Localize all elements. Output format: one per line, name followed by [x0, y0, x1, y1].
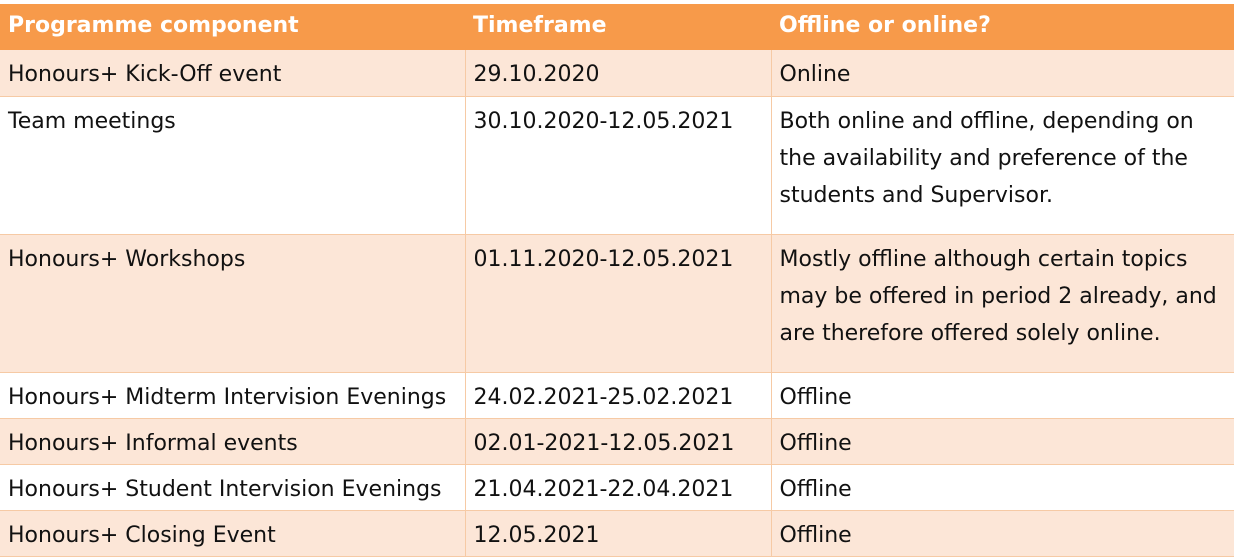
cell-component: Honours+ Student Intervision Evenings: [0, 464, 465, 510]
cell-mode: Offline: [771, 418, 1234, 464]
header-offline-or-online: Offline or online?: [771, 4, 1234, 50]
cell-component: Honours+ Workshops: [0, 234, 465, 372]
table-row: [0, 96, 1234, 234]
cell-mode: Online: [771, 50, 1234, 96]
cell-component: Honours+ Informal events: [0, 418, 465, 464]
cell-mode: Offline: [771, 464, 1234, 510]
cell-component: Honours+ Kick-Off event: [0, 50, 465, 96]
table-row: [0, 418, 1234, 464]
cell-component: Honours+ Midterm Intervision Evenings: [0, 372, 465, 418]
cell-timeframe: 21.04.2021-22.04.2021: [465, 464, 771, 510]
cell-mode: Both online and offline, depending on the availability and preference of the students and Supervisor.: [771, 96, 1234, 234]
table-row: [0, 510, 1234, 556]
cell-component: Honours+ Closing Event: [0, 510, 465, 556]
programme-table: [0, 4, 1234, 557]
cell-mode: Mostly offline although certain topics may be offered in period 2 already, and are therefore offered solely online.: [771, 234, 1234, 372]
cell-timeframe: 12.05.2021: [465, 510, 771, 556]
table-row: [0, 372, 1234, 418]
table-row: [0, 464, 1234, 510]
table-row: [0, 50, 1234, 96]
cell-timeframe: 02.01-2021-12.05.2021: [465, 418, 771, 464]
header-timeframe: Timeframe: [465, 4, 771, 50]
cell-component: Team meetings: [0, 96, 465, 234]
cell-mode: Offline: [771, 372, 1234, 418]
header-row: [0, 4, 1234, 50]
cell-timeframe: 01.11.2020-12.05.2021: [465, 234, 771, 372]
cell-mode: Offline: [771, 510, 1234, 556]
table-row: [0, 234, 1234, 372]
header-programme-component: Programme component: [0, 4, 465, 50]
cell-timeframe: 24.02.2021-25.02.2021: [465, 372, 771, 418]
cell-timeframe: 30.10.2020-12.05.2021: [465, 96, 771, 234]
cell-timeframe: 29.10.2020: [465, 50, 771, 96]
